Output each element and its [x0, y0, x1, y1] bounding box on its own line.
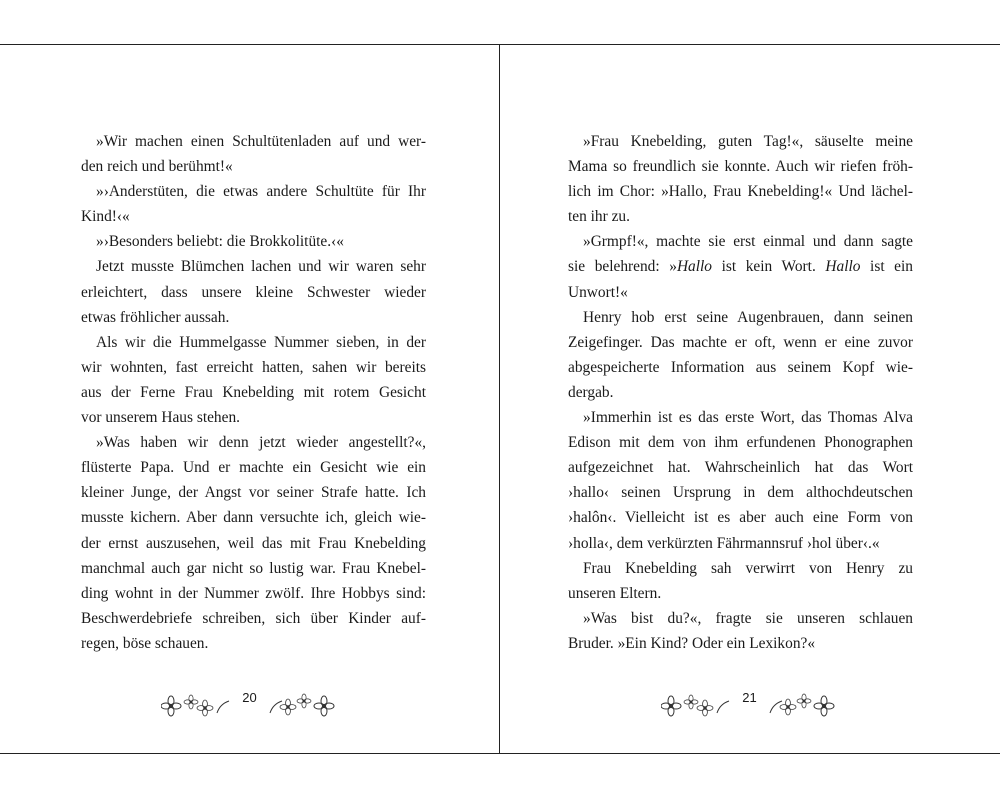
text-line: Beschwerdebriefe schreiben, sich über Kinder auf- — [81, 609, 426, 627]
text-line: Unwort!« — [568, 283, 628, 301]
text-line: musste kichern. Aber dann versuchte ich, gleich wie- — [81, 509, 426, 527]
text-line: »Was haben wir denn jetzt wieder angestellt?«, — [96, 434, 426, 452]
right-page — [500, 45, 999, 753]
right-page-text — [568, 129, 913, 656]
left-page-text — [81, 129, 426, 656]
text-line: wir wohnten, fast erreicht hatten, sahen wir bereits — [81, 358, 426, 376]
text-line: dergab. — [568, 383, 614, 401]
text-line: »›Besonders beliebt: die Brokkolitüte.‹« — [96, 233, 344, 251]
text-span: sie belehrend: » — [568, 258, 677, 276]
text-line: flüsterte Papa. Und er machte ein Gesicht wie ein — [81, 459, 426, 477]
right-page-footer — [500, 690, 999, 717]
text-line: ding wohnt in der Nummer zwölf. Ihre Hobbys sind: — [81, 584, 426, 602]
text-line: Als wir die Hummelgasse Nummer sieben, in der — [96, 333, 426, 351]
text-line: aus der Ferne Frau Knebelding mit rotem Gesicht — [81, 383, 426, 401]
text-line — [568, 254, 913, 279]
book-spread — [0, 44, 1000, 754]
text-line: ten ihr zu. — [568, 208, 630, 226]
text-line: lich im Chor: »Hallo, Frau Knebelding!« Und lächel- — [568, 183, 913, 201]
text-line: »Was bist du?«, fragte sie unseren schlauen — [583, 609, 913, 627]
left-page-footer — [0, 690, 499, 717]
text-line: »›Anderstüten, die etwas andere Schultüte für Ihr — [96, 183, 426, 201]
text-line: erleichtert, dass unsere kleine Schwester wieder — [81, 283, 426, 301]
text-line: unseren Eltern. — [568, 584, 662, 602]
text-line: manchmal auch gar nicht so lustig war. Frau Knebel- — [81, 559, 426, 577]
flower-ornament-icon — [661, 693, 735, 717]
text-line: Edison mit dem von ihm erfundenen Phonographen — [568, 434, 913, 452]
italic-word: Hallo — [825, 258, 861, 276]
text-line: »Wir machen einen Schultütenladen auf und wer- — [96, 133, 426, 150]
text-line: Mama so freundlich sie konnte. Auch wir riefen fröh- — [568, 158, 913, 176]
text-line: Bruder. »Ein Kind? Oder ein Lexikon?« — [568, 634, 816, 652]
text-line: ›holla‹, dem verkürzten Fährmannsruf ›hol über‹.« — [568, 534, 880, 552]
text-line: Jetzt musste Blümchen lachen und wir waren sehr — [96, 258, 426, 276]
text-line: ›hallo‹ seinen Ursprung in dem althochdeutschen — [568, 484, 913, 502]
text-line: vor unserem Haus stehen. — [81, 409, 240, 427]
text-line: »Grmpf!«, machte sie erst einmal und dann sagte — [583, 233, 913, 251]
flower-ornament-icon — [764, 693, 838, 717]
flower-ornament-icon — [161, 693, 235, 717]
text-line: »Immerhin ist es das erste Wort, das Thomas Alva — [583, 409, 913, 427]
text-line: abgespeicherte Information aus seinem Kopf wie- — [568, 358, 913, 376]
left-page — [0, 45, 500, 753]
text-line: Kind!‹« — [81, 208, 130, 226]
text-line: Frau Knebelding sah verwirrt von Henry zu — [583, 559, 913, 577]
text-span: ist ein — [860, 258, 913, 276]
text-line: aufgezeichnet hat. Wahrscheinlich hat das Wort — [568, 459, 913, 477]
text-line: den reich und berühmt!« — [81, 158, 233, 176]
text-line: etwas fröhlicher aussah. — [81, 308, 230, 326]
flower-ornament-icon — [264, 693, 338, 717]
page-number: 21 — [742, 690, 757, 705]
italic-word: Hallo — [676, 258, 712, 276]
text-line: Henry hob erst seine Augenbrauen, dann seinen — [583, 308, 913, 326]
text-line: kleiner Junge, der Angst vor seiner Strafe hatte. Ich — [81, 484, 426, 502]
text-line: ›halôn‹. Vielleicht ist es aber auch eine Form von — [568, 509, 913, 527]
text-line: der ernst auszusehen, weil das mit Frau Knebelding — [81, 534, 426, 552]
text-span: ist kein Wort. — [712, 258, 826, 276]
page-number: 20 — [242, 690, 257, 705]
text-line: Zeigefinger. Das machte er oft, wenn er eine zuvor — [568, 333, 913, 351]
text-line: regen, böse schauen. — [81, 634, 209, 652]
text-line: »Frau Knebelding, guten Tag!«, säuselte meine — [583, 133, 913, 150]
